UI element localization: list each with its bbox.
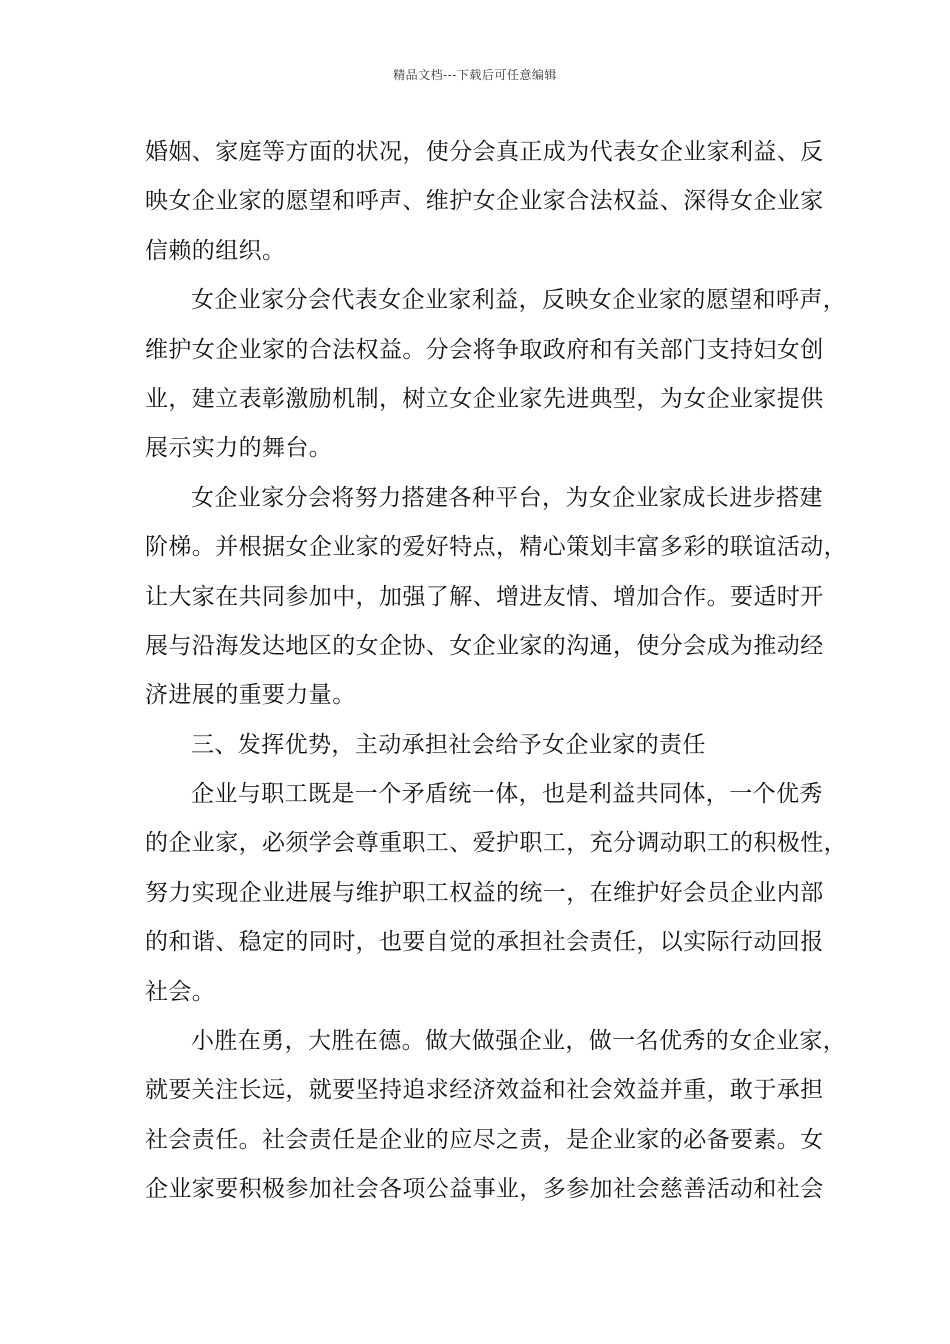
text-line: 努力实现企业进展与维护职工权益的统一，在维护好会员企业内部 xyxy=(145,879,824,906)
text-line: 三、发挥优势，主动承担社会给予女企业家的责任 xyxy=(191,731,706,758)
text-line: 让大家在共同参加中，加强了解、增进友情、增加合作。要适时开 xyxy=(145,583,824,610)
text-line: 展示实力的舞台。 xyxy=(145,435,333,462)
text-line: 社会责任。社会责任是企业的应尽之责，是企业家的必备要素。女 xyxy=(145,1126,824,1153)
text-line: 映女企业家的愿望和呼声、维护女企业家合法权益、深得女企业家 xyxy=(145,188,824,215)
text-line: 的企业家，必须学会尊重职工、爱护职工，充分调动职工的积极性， xyxy=(145,830,847,857)
text-line: 女企业家分会将努力搭建各种平台，为女企业家成长进步搭建 xyxy=(191,484,823,511)
text-line: 婚姻、家庭等方面的状况，使分会真正成为代表女企业家利益、反 xyxy=(145,139,824,165)
body-text xyxy=(145,128,847,1215)
text-line: 小胜在勇，大胜在德。做大做强企业，做一名优秀的女企业家， xyxy=(191,1028,847,1055)
text-line: 信赖的组织。 xyxy=(145,237,286,264)
page-header: 精品文档---下载后可任意编辑 xyxy=(393,68,557,82)
text-line: 企业家要积极参加社会各项公益事业，多参加社会慈善活动和社会 xyxy=(145,1176,824,1203)
text-line: 展与沿海发达地区的女企协、女企业家的沟通，使分会成为推动经 xyxy=(145,632,824,659)
text-line: 维护女企业家的合法权益。分会将争取政府和有关部门支持妇女创 xyxy=(145,336,824,363)
text-line: 女企业家分会代表女企业家利益，反映女企业家的愿望和呼声， xyxy=(191,287,847,314)
text-line: 济进展的重要力量。 xyxy=(145,682,356,709)
text-line: 的和谐、稳定的同时，也要自觉的承担社会责任，以实际行动回报 xyxy=(145,929,824,956)
text-line: 业，建立表彰激励机制，树立女企业家先进典型，为女企业家提供 xyxy=(145,385,824,412)
text-line: 企业与职工既是一个矛盾统一体，也是利益共同体，一个优秀 xyxy=(191,781,823,808)
text-line: 阶梯。并根据女企业家的爱好特点，精心策划丰富多彩的联谊活动， xyxy=(145,534,847,561)
text-line: 社会。 xyxy=(145,978,216,1005)
text-line: 就要关注长远，就要坚持追求经济效益和社会效益并重，敢于承担 xyxy=(145,1077,824,1104)
